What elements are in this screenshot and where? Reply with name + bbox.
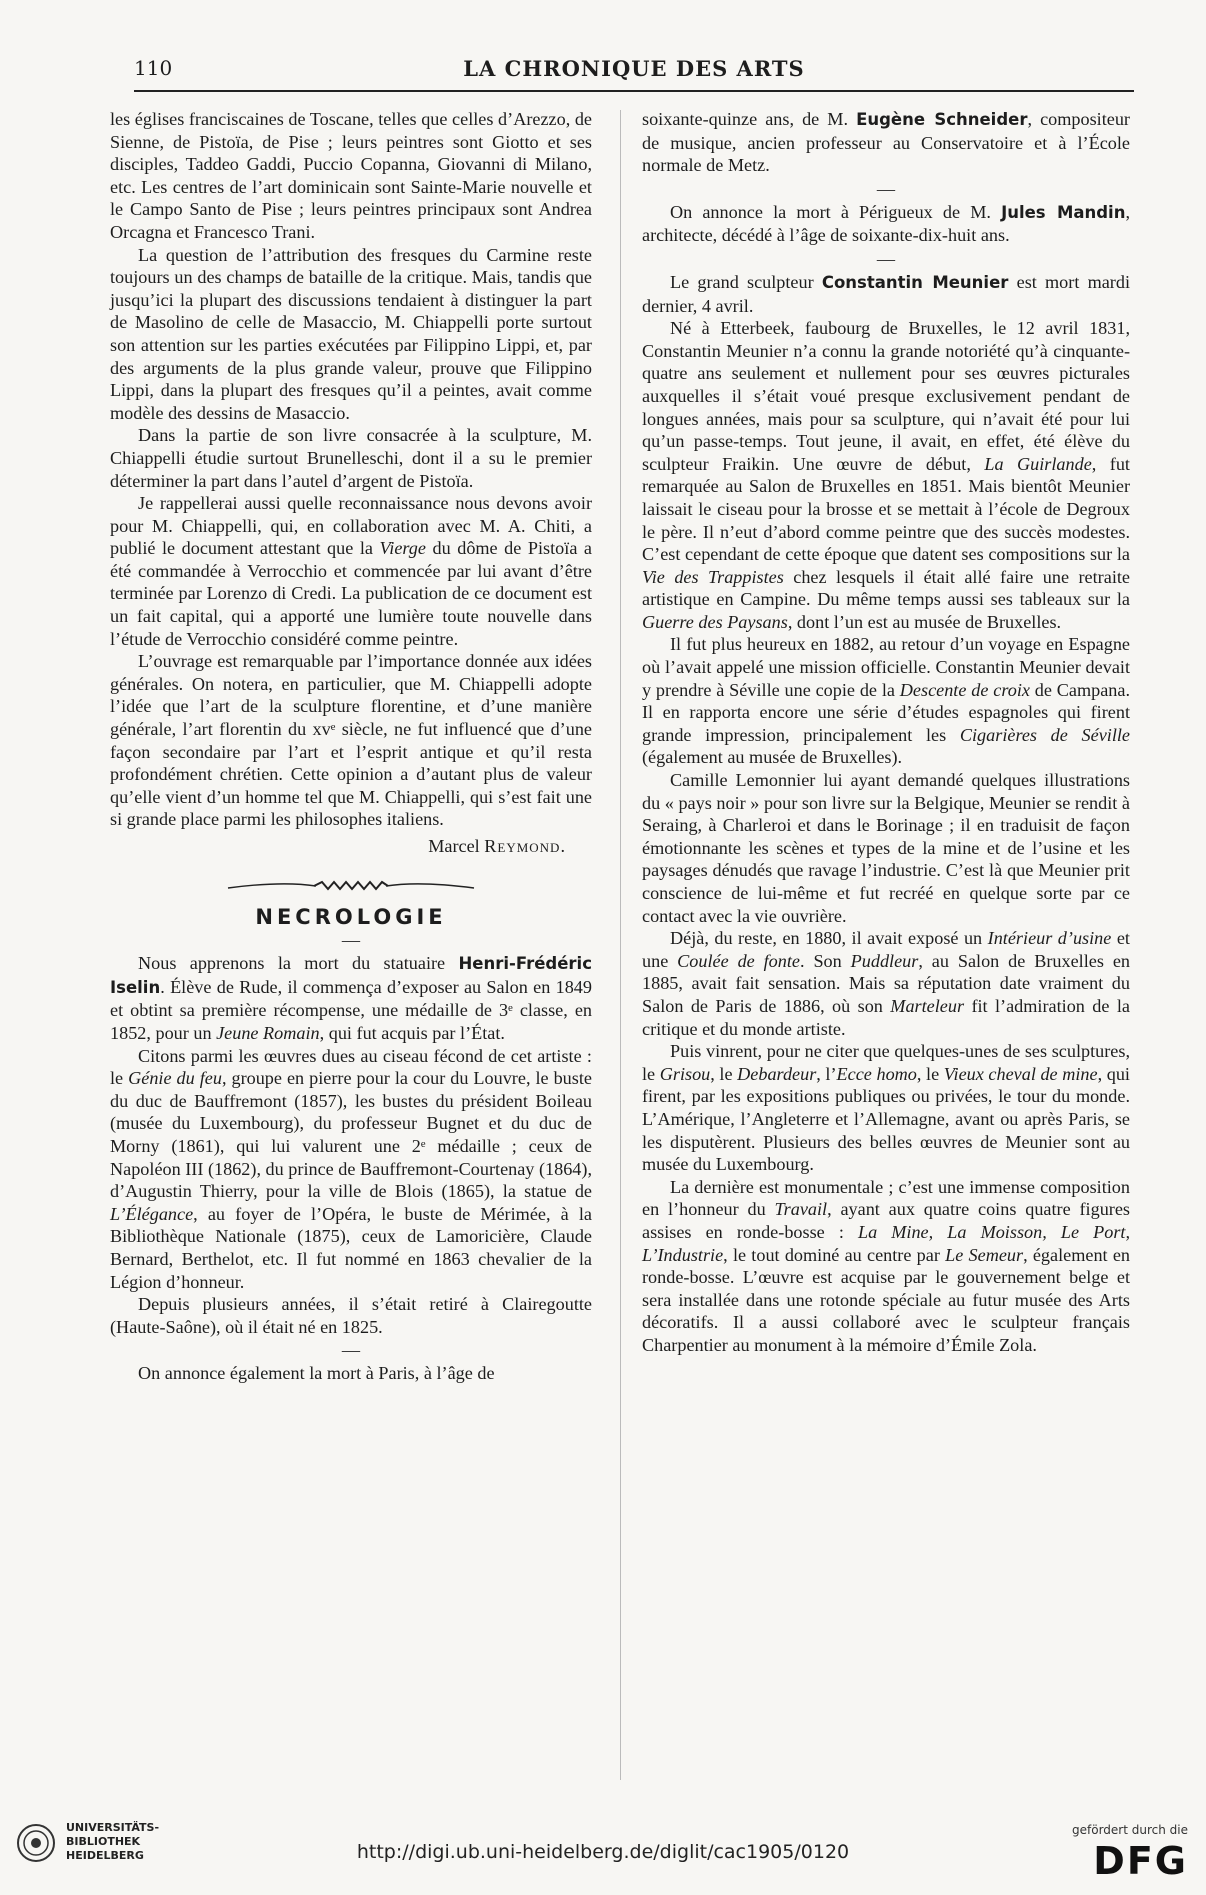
text-run: , ayant aux quatre coins quatre figures assises en ronde-bosse : xyxy=(642,1199,1130,1242)
separator-dash: — xyxy=(341,930,361,951)
person-name: Henri-Frédéric Iselin xyxy=(110,954,592,997)
source-url-link[interactable]: http://digi.ub.uni-heidelberg.de/diglit/cac1905/0120 xyxy=(356,1841,850,1863)
text-run: La dernière est monumentale ; c’est une immense composition en l’honneur du xyxy=(642,1176,1130,1220)
person-name: Constantin Meunier xyxy=(821,272,1009,292)
text-run: est mort mardi dernier, 4 avril. xyxy=(642,271,1130,316)
text-run: , le xyxy=(916,1063,944,1084)
text-run: , au foyer de l’Opéra, le buste de Mérimée, à la Bibliothèque Nationale (1875), ceux de Lamoricière, Claude Bernard, Berthelot, etc. Il fut nommé en 1863 chevalier de la Légion d’honneur. xyxy=(110,1203,592,1292)
text-run: , fut remarquée au Salon de Bruxelles en 1851. Mais bientôt Meunier laissait le ciseau pour la brosse et se mettait à l’école de Degroux le père. Il n’eut d’abord comme peintre que des succès modestes. C’est cependant de cette époque que datent ses compositions sur la xyxy=(642,453,1130,565)
text-run: Puis vinrent, pour ne citer que quelques-unes de ses sculptures, le xyxy=(642,1041,1130,1084)
artwork-title: Coulée de fonte xyxy=(677,950,800,971)
artwork-title: Le Semeur xyxy=(945,1244,1024,1265)
text-run: , le tout dominé au centre par xyxy=(723,1244,946,1265)
running-header xyxy=(134,56,1134,84)
ornament-icon xyxy=(226,879,476,893)
right-column xyxy=(642,108,1130,1356)
separator-dash: — xyxy=(876,248,896,269)
text-run: Il fut plus heureux en 1882, au retour d’un voyage en Espagne où l’avait appelé une mission officielle. Constantin Meunier devait y prendre à Séville une copie de la xyxy=(642,634,1130,700)
page-number: 110 xyxy=(134,56,173,80)
paragraph xyxy=(642,1176,1130,1357)
artwork-title: Vierge xyxy=(379,538,426,559)
artwork-title: Cigarières de Séville xyxy=(959,724,1131,745)
text-run: Né à Etterbeek, faubourg de Bruxelles, le 12 avril 1831, Constantin Meunier n’a connu la grande notoriété qu’à cinquante-quatre ans seulement et nullement pour ses œuvres picturales auxquelles il s’était voué presque exclusivement pendant de longues années, mais pour sa sculpture, qui n’avait été pour lui qu’un passe-temps. Tout jeune, il avait, en effet, été élève du sculpteur Fraikin. Une œuvre de début, xyxy=(642,318,1130,474)
text-run: , groupe en pierre pour la cour du Louvre, le buste du duc de Bauffremont (1857), les bustes du président Boileau (musée du Luxembourg), du professeur Bugnet et du duc de Morny (1861), qui lui valurent une 2ᵉ médaille ; ceux de Napoléon III (1862), du prince de Bauffremont-Courtenay (1864), d’Augustin Thierry, pour la ville de Blois (1865), la statue de xyxy=(110,1068,592,1202)
artwork-title: Jeune Romain xyxy=(216,1022,320,1043)
paragraph xyxy=(110,952,592,1044)
signature-last-name: Reymond. xyxy=(484,836,566,856)
paragraph: Dans la partie de son livre consacrée à la sculpture, M. Chiappelli étudie surtout Brunelleschi, dont il a su le premier déterminer la part dans l’autel d’argent de Pistoïa. xyxy=(110,425,592,491)
funding-label: gefördert durch die xyxy=(1072,1823,1188,1837)
paragraph xyxy=(642,1040,1130,1176)
text-run: . Son xyxy=(800,950,851,971)
artwork-title: Vie des Trappistes xyxy=(642,566,784,587)
text-run: et une xyxy=(642,928,1130,971)
column-divider xyxy=(620,110,621,1780)
text-run: de Campana. Il en rapporta encore une série d’études espagnoles qui firent grande impression, principalement les xyxy=(642,679,1131,745)
paragraph xyxy=(110,492,592,650)
paragraph xyxy=(642,271,1130,317)
paragraph: Camille Lemonnier lui ayant demandé quelques illustrations du « pays noir » pour son livre sur la Belgique, Meunier se rendit à Seraing, à Charleroi et dans le Borinage ; il en traduisit de façon émotionnante les scènes et types de la mine et de l’usine et les paysages dénudés que ravage l’industrie. C’est là que Meunier prit conscience de lui-même et fut recréé en quelque sorte par ce contact avec la vie ouvrière. xyxy=(642,770,1130,926)
journal-title: LA CHRONIQUE DES ARTS xyxy=(463,56,805,81)
text-run: chez lesquels il était allé faire une retraite artistique en Campine. Du même temps aussi ses tableaux sur la xyxy=(642,566,1130,610)
text-run: Déjà, du reste, en 1880, il avait exposé un xyxy=(670,928,988,949)
artwork-title: Debardeur xyxy=(737,1063,817,1084)
text-run: , architecte, décédé à l’âge de soixante-dix-huit ans. xyxy=(642,201,1131,246)
person-name: Eugène Schneider xyxy=(856,110,1028,129)
artwork-title: Génie du feu xyxy=(128,1068,222,1089)
paragraph: La question de l’attribution des fresques du Carmine reste toujours un des champs de bataille de la critique. Mais, tandis que jusqu’ici la plupart des discussions tendaient à distinguer la part de Masolino de celle de Masaccio, M. Chiappelli porte surtout son attention sur les parties exécutées par Filippino Lippi, et, par des arguments de la plus grande valeur, prouve que Filippino Lippi, dans la plupart des fresques qu’il a peintes, avait comme modèle des dessins de Masaccio. xyxy=(110,244,592,423)
author-signature xyxy=(110,835,566,858)
paragraph: Depuis plusieurs années, il s’était retiré à Clairegoutte (Haute-Saône), où il était né en 1825. xyxy=(110,1294,592,1337)
text-run: (également au musée de Bruxelles). xyxy=(642,747,903,768)
text-run: Je rappellerai aussi quelle reconnaissance nous devons avoir pour M. Chiappelli, qui, en collaboration avec M. A. Chiti, a publié le document attestant que la xyxy=(110,493,592,559)
left-column xyxy=(110,108,592,1385)
header-rule xyxy=(134,90,1134,92)
institution-line: BIBLIOTHEK xyxy=(66,1835,141,1848)
paragraph: L’ouvrage est remarquable par l’importance donnée aux idées générales. On notera, en particulier, que M. Chiappelli adopte l’idée que l’art de la sculpture florentine, et d’une manière générale, l’art florentin du xvᵉ siècle, ne fut influencé que d’une façon secondaire par l’art et l’esprit antique et qu’il resta profondément chrétien. Cette opinion a d’autant plus de valeur qu’elle vient d’un homme tel que M. Chiappelli, qui s’est fait une si grande place parmi les philosophes italiens. xyxy=(110,651,592,830)
text-run: . Élève de Rude, il commença d’exposer au Salon en 1849 et obtint sa première récompense, une médaille de 3ᵉ classe, en 1852, pour un xyxy=(110,976,592,1043)
dfg-logo: DFG xyxy=(1093,1839,1188,1883)
artwork-title: Ecce homo xyxy=(836,1063,917,1084)
paragraph xyxy=(642,633,1130,769)
section-title: NECROLOGIE xyxy=(255,904,447,929)
text-run: , le xyxy=(710,1063,738,1084)
artwork-title: Intérieur d’usine xyxy=(987,928,1112,949)
artwork-title: Descente de croix xyxy=(899,679,1030,700)
paragraph xyxy=(642,108,1130,177)
paragraph xyxy=(642,201,1130,247)
paragraph xyxy=(110,1045,592,1294)
text-run: , qui fut acquis par l’État. xyxy=(319,1022,505,1043)
artwork-title: Guerre des Paysans xyxy=(642,611,788,632)
text-run: , au Salon de Bruxelles en 1885, avait fait sensation. Mais sa réputation date vraiment du Salon de Paris de 1886, où son xyxy=(642,950,1130,1016)
institution-line: UNIVERSITÄTS- xyxy=(66,1821,160,1834)
paragraph: On annonce également la mort à Paris, à l’âge de xyxy=(138,1363,495,1384)
text-run: Le grand sculpteur xyxy=(670,271,822,292)
artwork-title: La Guirlande xyxy=(984,453,1092,474)
ornament-divider xyxy=(110,876,592,898)
separator-dash: — xyxy=(341,1340,361,1361)
text-run: , compositeur de musique, ancien professeur au Conservatoire et à l’École normale de Metz. xyxy=(642,109,1130,176)
text-run: du dôme de Pistoïa a été commandée à Verrocchio et commencée par lui avant d’être terminée par Lorenzo di Credi. La publication de ce document est un fait capital, qui a apporté une lumière toute nouvelle dans l’étude de Verrocchio considéré comme peintre. xyxy=(110,538,592,649)
artwork-title: Travail xyxy=(774,1199,828,1220)
text-run: , dont l’un est au musée de Bruxelles. xyxy=(787,611,1062,632)
text-run: , l’ xyxy=(816,1063,837,1084)
artwork-title: Marteleur xyxy=(890,995,965,1016)
paragraph: les églises franciscaines de Toscane, telles que celles d’Arezzo, de Sienne, de Pistoïa, de Pise ; leurs peintres sont Giotto et ses disciples, Taddeo Gaddi, Puccio Copanna, Giovanni di Milano, etc. Les centres de l’art dominicain sont Sainte-Marie nouvelle et le Campo Santo de Pise ; leurs peintres principaux sont Andrea Orcagna et Francesco Trani. xyxy=(110,109,592,242)
text-run: Citons parmi les œuvres dues au ciseau fécond de cet artiste : le xyxy=(110,1045,592,1089)
text-run: fit l’admiration de la critique et du monde artiste. xyxy=(642,995,1130,1039)
digitization-footer xyxy=(0,1797,1206,1895)
text-run: , également en ronde-bosse. L’œuvre est acquise par le gouvernement belge et sera installée dans une rotonde spéciale au futur musée des Arts décoratifs. Il a aussi collaboré avec le sculpteur français Charpentier au monument à la mémoire d’Émile Zola. xyxy=(642,1244,1130,1355)
person-name: Jules Mandin xyxy=(1001,202,1126,222)
paragraph xyxy=(642,927,1130,1040)
artwork-title: L’Élégance xyxy=(110,1203,194,1224)
separator-dash: — xyxy=(876,178,896,199)
artwork-title: Grisou xyxy=(659,1063,711,1084)
artwork-title: Puddleur xyxy=(850,950,919,971)
paragraph xyxy=(642,317,1130,633)
signature-first-name: Marcel xyxy=(428,836,480,856)
artwork-title: Vieux cheval de mine xyxy=(943,1063,1098,1084)
text-run: On annonce la mort à Périgueux de M. xyxy=(670,201,1002,222)
text-run: soixante-quinze ans, de M. xyxy=(642,109,857,129)
institution-line: HEIDELBERG xyxy=(66,1849,144,1862)
text-run: Nous apprenons la mort du statuaire xyxy=(138,953,459,974)
text-run: , qui firent, par les expositions publiques ou privées, le tour du monde. L’Amérique, l’Angleterre et l’Allemagne, avant ou après Paris, se les disputèrent. Plusieurs des belles œuvres de Meunier sont au musée du Luxembourg. xyxy=(642,1063,1130,1175)
artwork-title: La Mine, La Moisson, Le Port, L’Industrie xyxy=(642,1221,1130,1265)
